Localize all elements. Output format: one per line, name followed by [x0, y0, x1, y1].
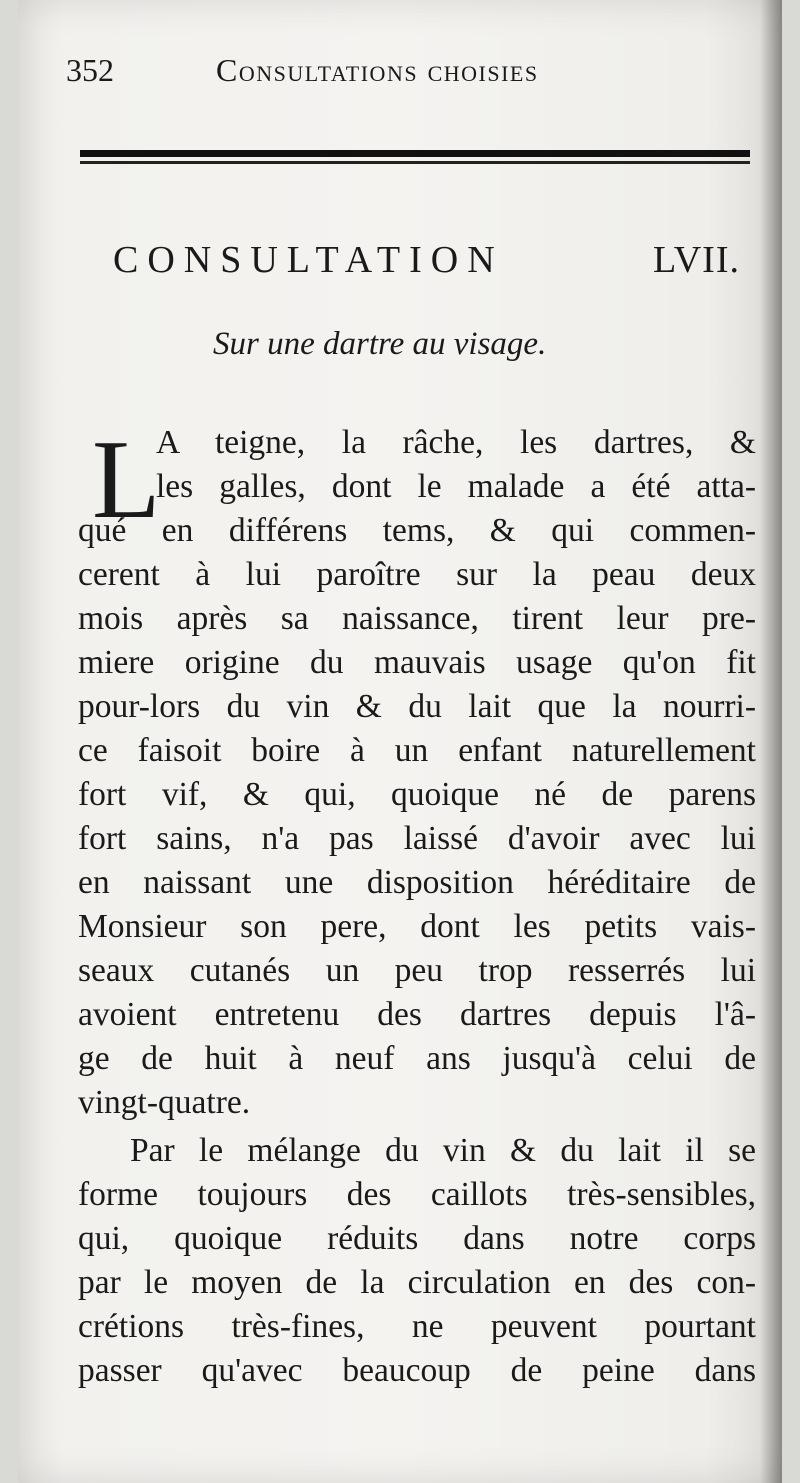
running-head — [66, 52, 756, 102]
text-line: Par le mélange du vin & du lait il se — [130, 1132, 756, 1169]
text-line: qui, quoique réduits dans notre corps — [78, 1220, 756, 1257]
page-number: 352 — [66, 52, 114, 88]
text-line: crétions très-fines, ne peuvent pourtant — [78, 1308, 756, 1345]
text-line: avoient entretenu des dartres depuis l'â- — [78, 996, 756, 1033]
text-line: A teigne, la râche, les dartres, & — [156, 424, 756, 461]
text-line: fort sains, n'a pas laissé d'avoir avec lui — [78, 820, 756, 857]
consultation-heading — [113, 238, 763, 282]
text-line: par le moyen de la circulation en des con- — [78, 1264, 756, 1301]
drop-cap: L — [92, 418, 161, 542]
running-title: Consultations choisies — [216, 52, 539, 88]
header-rule-thin — [80, 161, 750, 164]
text-line: miere origine du mauvais usage qu'on fit — [78, 644, 756, 681]
text-line: en naissant une disposition héréditaire de — [78, 864, 756, 901]
text-line: fort vif, & qui, quoique né de parens — [78, 776, 756, 813]
text-line: passer qu'avec beaucoup de peine dans — [78, 1352, 756, 1389]
text-line: Monsieur son pere, dont les petits vais- — [78, 908, 756, 945]
text-line: mois après sa naissance, tirent leur pre- — [78, 600, 756, 637]
text-line: ce faisoit boire à un enfant naturellement — [78, 732, 756, 769]
consultation-number: LVII. — [653, 239, 740, 281]
text-line: seaux cutanés un peu trop resserrés lui — [78, 952, 756, 989]
text-line: les galles, dont le malade a été atta- — [156, 468, 756, 505]
header-rule — [80, 146, 750, 168]
consultation-title: CONSULTATION — [113, 239, 504, 281]
text-line: qué en différens tems, & qui commen- — [78, 512, 756, 549]
header-rule-thick — [80, 150, 750, 157]
text-line: ge de huit à neuf ans jusqu'à celui de — [78, 1040, 756, 1077]
consultation-subtitle: Sur une dartre au visage. — [213, 326, 547, 362]
text-line: cerent à lui paroître sur la peau deux — [78, 556, 756, 593]
text-line: forme toujours des caillots très-sensibles, — [78, 1176, 756, 1213]
text-line: pour-lors du vin & du lait que la nourri- — [78, 688, 756, 725]
page-gutter-shadow — [760, 0, 782, 1483]
text-line: vingt-quatre. — [78, 1084, 251, 1121]
book-page — [18, 0, 782, 1483]
